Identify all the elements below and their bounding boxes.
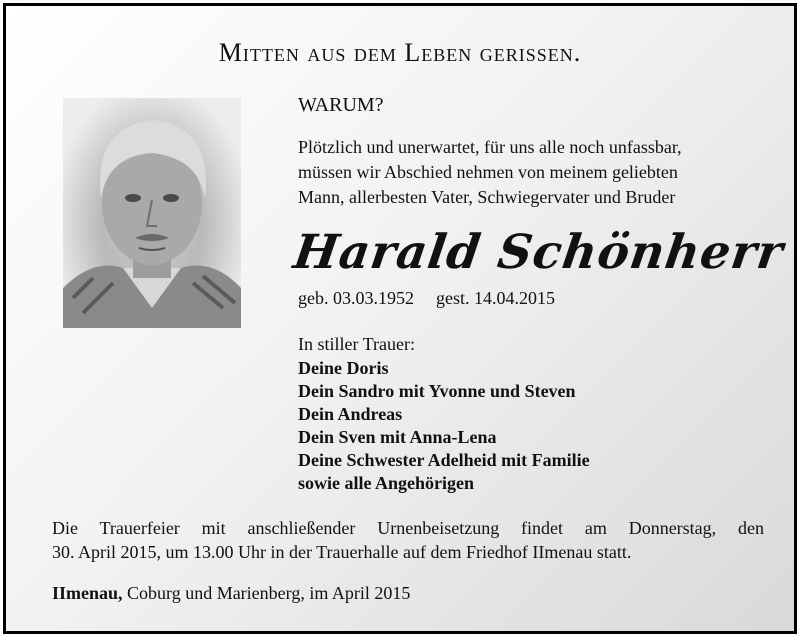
- deceased-name: Harald Schönherr: [290, 225, 787, 280]
- mourner: Deine Schwester Adelheid mit Familie: [298, 450, 590, 470]
- portrait-icon: [63, 98, 241, 328]
- mourner: Deine Doris: [298, 358, 389, 378]
- death-date: gest. 14.04.2015: [436, 288, 555, 308]
- funeral-line: Die Trauerfeier mit anschließender Urnenbeisetzung findet am Donnerstag, den: [52, 518, 764, 538]
- question-text: WARUM?: [298, 94, 384, 116]
- mourners-list: [298, 357, 778, 495]
- birth-date: geb. 03.03.1952: [298, 288, 414, 308]
- headline: Mitten aus dem Leben gerissen.: [218, 38, 582, 67]
- funeral-notice: [52, 516, 764, 564]
- funeral-line: 30. April 2015, um 13.00 Uhr in der Trauerhalle auf dem Friedhof IImenau statt.: [52, 542, 632, 562]
- intro-line: Plötzlich und unerwartet, für uns alle noch unfassbar,: [298, 137, 682, 157]
- portrait-photo: [63, 98, 241, 328]
- mourner: Dein Andreas: [298, 404, 403, 424]
- intro-line: Mann, allerbesten Vater, Schwiegervater und Bruder: [298, 187, 676, 207]
- place-main: IImenau,: [52, 583, 123, 603]
- place-and-date: [52, 583, 410, 604]
- mourner: sowie alle Angehörigen: [298, 473, 474, 493]
- intro-text: [298, 135, 778, 210]
- life-dates: [298, 288, 778, 309]
- mourner: Dein Sven mit Anna-Lena: [298, 427, 497, 447]
- mourning-label: In stiller Trauer:: [298, 334, 415, 354]
- obituary-card: [3, 3, 797, 634]
- place-rest: Coburg und Marienberg, im April 2015: [122, 583, 411, 603]
- intro-line: müssen wir Abschied nehmen von meinem geliebten: [298, 162, 678, 182]
- mourner: Dein Sandro mit Yvonne und Steven: [298, 381, 576, 401]
